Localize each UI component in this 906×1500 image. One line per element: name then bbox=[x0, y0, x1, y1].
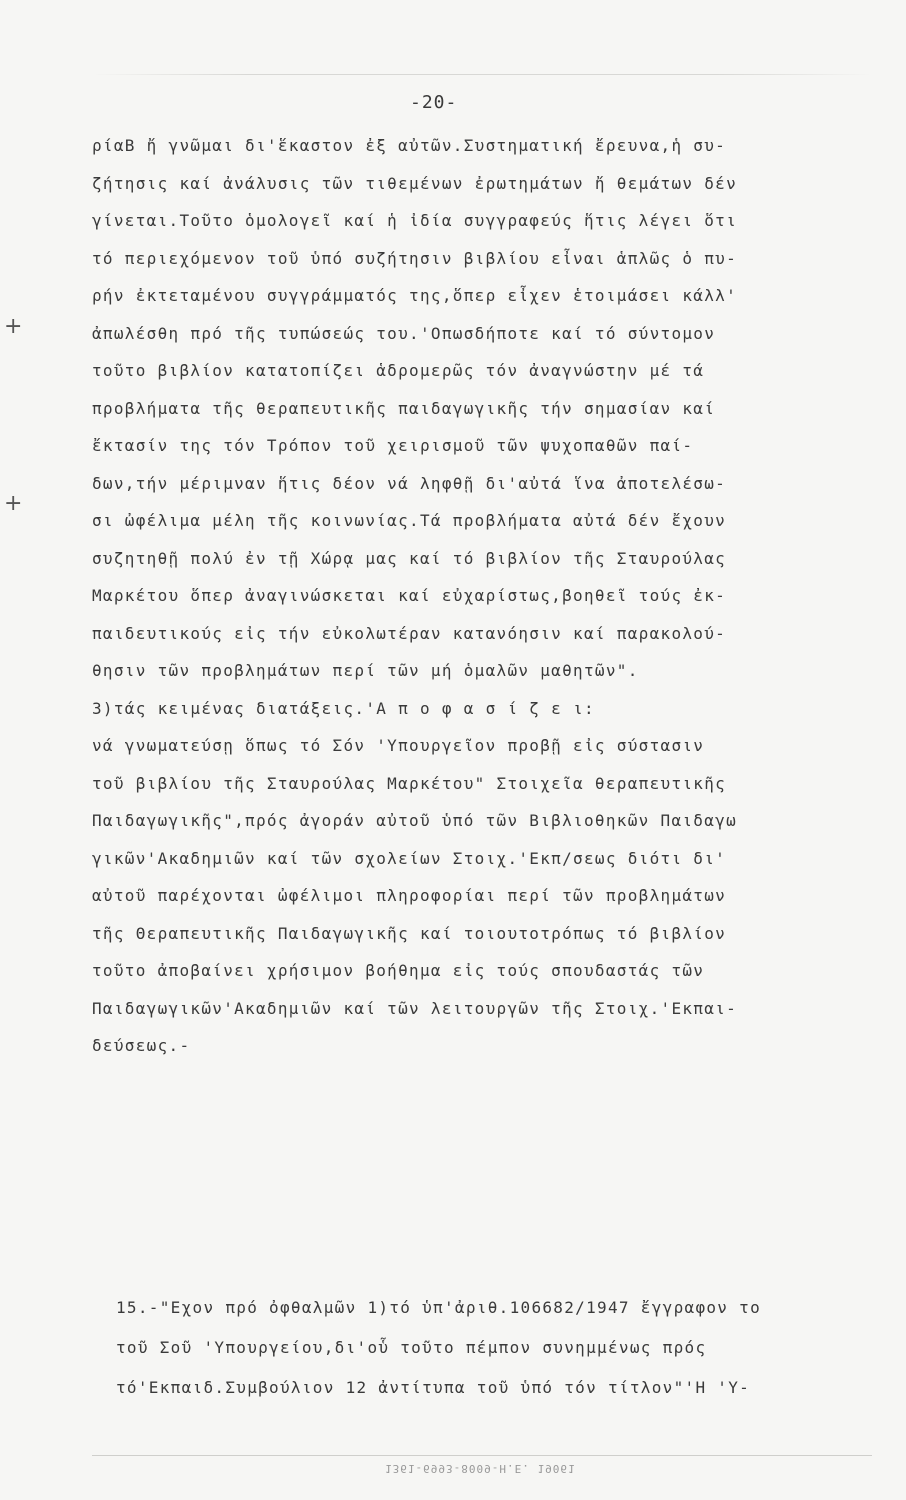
text-line: νά γνωματεύσῃ ὅπως τό Σόν 'Υπουργεῖον προβῇ εἰς σύστασιν bbox=[92, 736, 705, 755]
bottom-rule bbox=[92, 1455, 872, 1456]
text-line: ἔκτασίν της τόν Τρόπον τοῦ χειρισμοῦ τῶν ψυχοπαθῶν παί- bbox=[92, 436, 694, 455]
text-line: 3)τάς κειμένας διατάξεις.'Α π ο φ α σ ί ζ ε ι: bbox=[92, 698, 595, 718]
text-line: τοῦτο βιβλίον κατατοπίζει ἁδρομερῶς τόν ἀναγνώστην μέ τά bbox=[92, 361, 705, 380]
paragraph-15-line: τό'Εκπαιδ.Συμβούλιον 12 ἀντίτυπα τοῦ ὑπό τόν τίτλον"'Η 'Υ- bbox=[116, 1378, 751, 1397]
text-line: γίνεται.Τοῦτο ὁμολογεῖ καί ἡ ἰδία συγγραφεύς ἥτις λέγει ὅτι bbox=[92, 211, 738, 230]
main-body-text bbox=[92, 127, 904, 1065]
paragraph-15-line: τοῦ Σοῦ 'Υπουργείου,δι'οὗ τοῦτο πέμπον συνημμένως πρός bbox=[116, 1338, 707, 1357]
margin-cross-mark: + bbox=[4, 491, 23, 516]
margin-cross-mark: + bbox=[4, 314, 23, 339]
text-line: ρήν ἐκτεταμένου συγγράμματός της,ὅπερ εἶχεν ἑτοιμάσει κάλλ' bbox=[92, 286, 738, 305]
top-rule bbox=[92, 74, 872, 75]
text-line: τῆς Θεραπευτικῆς Παιδαγωγικῆς καί τοιουτοτρόπως τό βιβλίον bbox=[92, 923, 727, 943]
paragraph-15-line: 15.-"Εχον πρό ὀφθαλμῶν 1)τό ὑπ'ἀριθ.106682/1947 ἔγγραφον το bbox=[116, 1298, 762, 1317]
text-line: ζήτησις καί ἀνάλυσις τῶν τιθεμένων ἐρωτημάτων ἤ θεμάτων δέν bbox=[92, 173, 738, 193]
text-line: αὐτοῦ παρέχονται ὠφέλιμοι πληροφορίαι περί τῶν προβλημάτων bbox=[92, 886, 727, 905]
text-line: Μαρκέτου ὅπερ ἀναγινώσκεται καί εὐχαρίστως,βοηθεῖ τούς ἐκ- bbox=[92, 586, 727, 605]
text-line: δων,τήν μέριμναν ἥτις δέον νά ληφθῇ δι'αὐτά ἵνα ἀποτελέσω- bbox=[92, 473, 727, 493]
text-line: ἀπωλέσθη πρό τῆς τυπώσεώς του.'Οπωσδήποτε καί τό σύντομον bbox=[92, 323, 716, 343]
text-line: γικῶν'Ακαδημιῶν καί τῶν σχολείων Στοιχ.'Εκπ/σεως διότι δι' bbox=[92, 848, 727, 868]
text-line: προβλήματα τῆς θεραπευτικῆς παιδαγωγικῆς τήν σημασίαν καί bbox=[92, 398, 716, 418]
footer-printer-imprint: 1361-6993-8009-Η.Ε. 19061 bbox=[385, 1462, 576, 1475]
text-line: Παιδαγωγικῶν'Ακαδημιῶν καί τῶν λειτουργῶν τῆς Στοιχ.'Εκπαι- bbox=[92, 998, 738, 1018]
text-line: Παιδαγωγικῆς",πρός ἀγοράν αὐτοῦ ὑπό τῶν Βιβλιοθηκῶν Παιδαγω bbox=[92, 811, 738, 830]
text-line: τό περιεχόμενον τοῦ ὑπό συζήτησιν βιβλίου εἶναι ἁπλῶς ὁ πυ- bbox=[92, 248, 738, 268]
text-line: δεύσεως.- bbox=[92, 1036, 191, 1055]
text-line: τοῦ βιβλίου τῆς Σταυρούλας Μαρκέτου" Στοιχεῖα θεραπευτικῆς bbox=[92, 773, 727, 793]
text-line: ρίαΒ ἤ γνῶμαι δι'ἕκαστον ἐξ αὐτῶν.Συστηματική ἔρευνα,ἡ συ- bbox=[92, 136, 727, 155]
text-line: τοῦτο ἀποβαίνει χρήσιμον βοήθημα εἰς τούς σπουδαστάς τῶν bbox=[92, 961, 705, 980]
text-line: σι ὠφέλιμα μέλη τῆς κοινωνίας.Τά προβλήματα αὐτά δέν ἔχουν bbox=[92, 511, 727, 530]
text-line: συζητηθῇ πολύ ἐν τῇ Χώρᾳ μας καί τό βιβλίον τῆς Σταυρούλας bbox=[92, 548, 727, 568]
text-line: παιδευτικούς εἰς τήν εὐκολωτέραν κατανόησιν καί παρακολού- bbox=[92, 623, 727, 643]
page-number: -20- bbox=[410, 92, 458, 113]
text-line: θησιν τῶν προβλημάτων περί τῶν μή ὁμαλῶν μαθητῶν". bbox=[92, 661, 639, 680]
